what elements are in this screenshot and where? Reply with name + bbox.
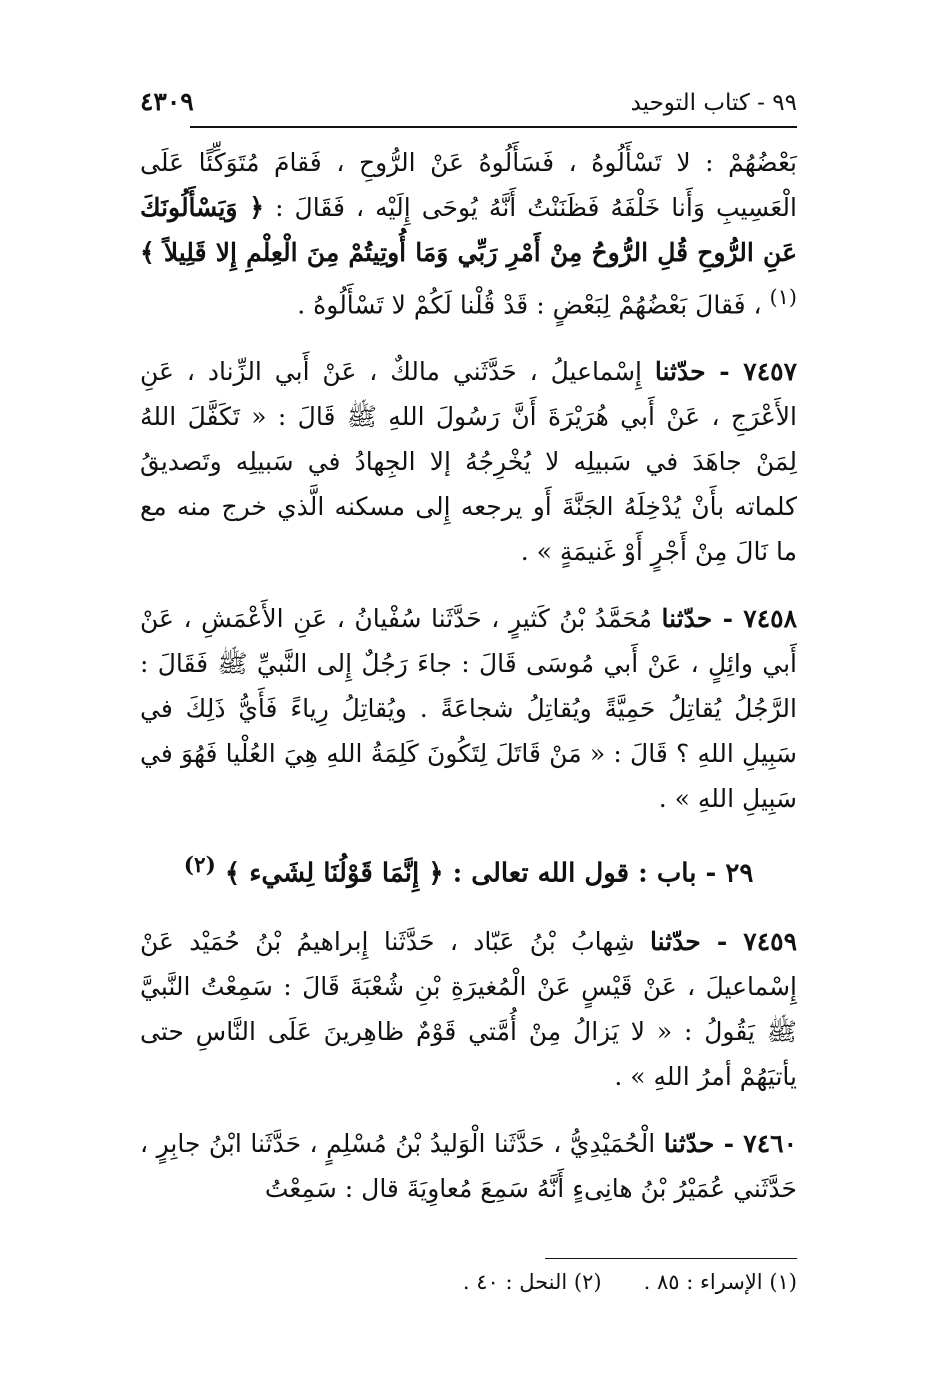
chapter-label: ٢٩ - باب : قول الله تعالى : <box>452 858 754 889</box>
footnote-1: (١) الإسراء : ٨٥ . <box>643 1270 797 1294</box>
hadith-text: إِسْماعيلُ ، حَدَّثَني مالكٌ ، عَنْ أَبي الزِّناد ، عَنِ الأَعْرَجِ ، عَنْ أَبي هُرَيْرَةَ أَنَّ رَسُولَ اللهِ ﷺ قَالَ : « تَكَفَّلَ اللهُ لِمَنْ جاهَدَ في سَبيلِه لا يُخْرِجُهُ إلا الجِهادُ في سَبيلِه وتَصديقُ كلماته بأَنْ يُدْخِلَهُ الجَنَّةَ أَو يرجعه إِلى مسكنه الَّذي خرج منه مع ما نَالَ مِنْ أَجْرٍ أَوْ غَنيمَةٍ » . <box>140 357 798 567</box>
hadith-7458 <box>140 596 797 821</box>
chapter-verse: ﴿ إِنَّمَا قَوْلُنَا لِشَيء ﴾ <box>224 858 444 889</box>
paragraph-text: بَعْضُهُمْ : لا تَسْأَلُوهُ ، فَسَأَلُوهُ عَنْ الرُّوحِ ، فَقامَ مُتَوَكِّئًا عَلَى الْعَسِيبِ وَأَنا خَلْفَهُ فَظَنَنْتُ أَنَّهُ يُوحَى إِلَيْه ، فَقَالَ : <box>140 148 797 222</box>
header-rule <box>190 126 797 128</box>
hadith-text: الْحُمَيْدِيُّ ، حَدَّثَنا الْوَليدُ بْنُ مُسْلِمٍ ، حَدَّثَنا ابْنُ جابِرٍ ، حَدَّثَني عُمَيْرُ بْنُ هانِىءٍ أَنَّهُ سَمِعَ مُعاوِيَةَ قال : سَمِعْتُ <box>140 1128 797 1203</box>
footnote-ref: (١) <box>769 285 797 309</box>
page-header <box>140 76 797 116</box>
page-number: ٤٣٠٩ <box>140 87 194 116</box>
footnotes <box>300 1270 797 1294</box>
footnote-rule <box>545 1258 797 1259</box>
paragraph-continued <box>140 140 797 327</box>
running-title: ٩٩ - كتاب التوحيد <box>630 90 797 116</box>
footnote-ref: (٢) <box>183 853 216 879</box>
hadith-text: مُحَمَّدُ بْنُ كَثيرٍ ، حَدَّثَنا سُفْيانُ ، عَنِ الأَعْمَشِ ، عَنْ أَبي وائِلٍ ، عَنْ أَبي مُوسَى قَالَ : جاءَ رَجُلٌ إِلى النَّبيِّ ﷺ فَقَالَ : الرَّجُلُ يُقاتِلُ حَمِيَّةً ويُقاتِلُ شجاعَةً . ويُقاتِلُ رِياءً فَأَيُّ ذَلِكَ في سَبِيلِ اللهِ ؟ قَالَ : « مَنْ قَاتَلَ لِتَكُونَ كَلِمَةُ اللهِ هِيَ العُلْيا فَهُوَ في سَبِيلِ اللهِ » . <box>140 604 797 814</box>
quran-verse: ﴿ وَيَسْأَلُونَكَ عَنِ الرُّوحِ قُلِ الرُّوحُ مِنْ أَمْرِ رَبِّي وَمَا أُوتِيتُمْ مِنَ الْعِلْمِ إِلا قَلِيلاً ﴾ <box>140 193 797 267</box>
chapter-heading <box>140 843 797 897</box>
hadith-number: ٧٤٦٠ - حدّثنا <box>663 1128 798 1158</box>
hadith-7460 <box>140 1121 797 1211</box>
paragraph-text-tail: ، فَقالَ بَعْضُهُمْ لِبَعْضٍ : قَدْ قُلْنا لَكُمْ لا تَسْأَلُوهُ . <box>297 290 762 320</box>
hadith-7457 <box>140 349 797 574</box>
hadith-text: شِهابُ بْنُ عَبّاد ، حَدَّثَنا إِبراهيمُ بْنُ حُمَيْد عَنْ إِسْماعيلَ ، عَنْ قَيْسٍ عَنْ الْمُغيرَةِ بْنِ شُعْبَةَ قَالَ : سَمِعْتُ النَّبيَّ ﷺ يَقُولُ : « لا يَزالُ مِنْ أُمَّتي قَوْمٌ ظاهِرينَ عَلَى النَّاسِ حتى يأتيَهُمْ أمرُ اللهِ » . <box>140 926 797 1091</box>
footnote-2: (٢) النحل : ٤٠ . <box>462 1270 602 1294</box>
hadith-number: ٧٤٥٩ - حدّثنا <box>650 926 798 956</box>
hadith-number: ٧٤٥٧ - حدّثنا <box>654 357 797 387</box>
hadith-7459 <box>140 919 797 1099</box>
hadith-number: ٧٤٥٨ - حدّثنا <box>661 604 797 634</box>
main-text <box>140 140 797 1233</box>
